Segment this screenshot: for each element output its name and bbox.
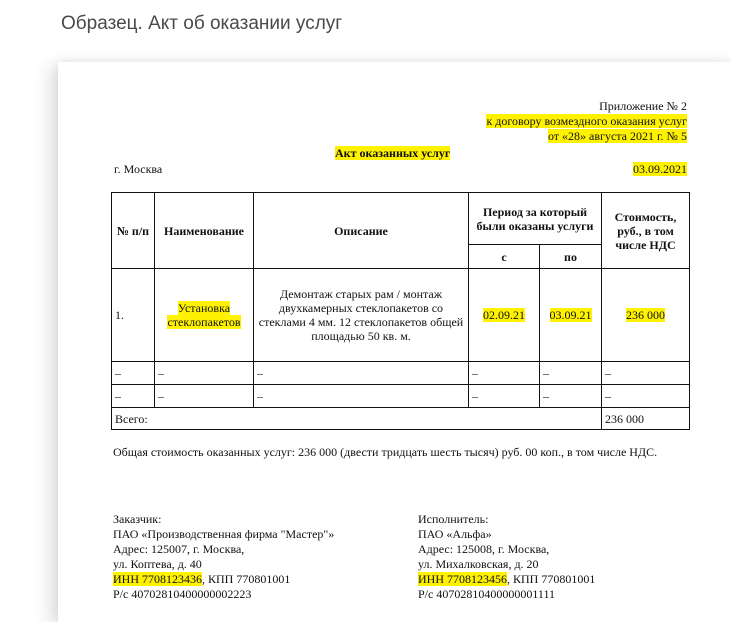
row-name: –	[155, 362, 254, 385]
customer-kpp: , КПП 770801001	[202, 572, 291, 586]
contractor-inn: ИНН 7708123456	[418, 572, 507, 586]
row-num: –	[112, 385, 155, 408]
row-from: –	[469, 385, 540, 408]
header-num: № п/п	[112, 193, 155, 269]
contractor-account: Р/с 40702810400000001111	[418, 587, 555, 601]
row-num: –	[112, 362, 155, 385]
header-from: с	[469, 245, 540, 269]
row-description: –	[254, 362, 469, 385]
row-cost: 236 000	[626, 308, 665, 322]
customer-inn: ИНН 7708123436	[113, 572, 202, 586]
header-period: Период за который были оказаны услуги	[469, 193, 602, 245]
table-row	[112, 385, 690, 408]
contractor-name: ПАО «Альфа»	[418, 527, 492, 541]
city: г. Москва	[114, 162, 163, 176]
header-to: по	[540, 245, 602, 269]
row-cost: –	[602, 385, 690, 408]
customer-name: ПАО «Производственная фирма "Мастер"»	[113, 527, 335, 541]
summary-text: Общая стоимость оказанных услуг: 236 000 (двести тридцать шесть тысяч) руб. 00 коп., в том числе НДС.	[113, 445, 658, 459]
appendix-label: Приложение № 2	[599, 99, 687, 113]
table-row	[112, 362, 690, 385]
contract-date: от «28» августа 2021 г. № 5	[547, 129, 687, 143]
row-from: –	[469, 362, 540, 385]
contractor-kpp: , КПП 770801001	[507, 572, 596, 586]
services-table	[111, 192, 690, 430]
contractor-label: Исполнитель:	[418, 512, 489, 526]
customer-label: Заказчик:	[113, 512, 162, 526]
contractor-address2: ул. Михалковская, д. 20	[418, 557, 539, 571]
total-row	[112, 408, 690, 430]
contractor-block	[418, 512, 595, 602]
total-value: 236 000	[602, 408, 690, 430]
customer-account: Р/с 40702810400000002223	[113, 587, 252, 601]
row-name: Установка стеклопакетов	[167, 301, 241, 329]
customer-address2: ул. Коптева, д. 40	[113, 557, 202, 571]
header-description: Описание	[254, 193, 469, 269]
row-description: –	[254, 385, 469, 408]
page-title: Образец. Акт об оказании услуг	[61, 13, 343, 34]
act-date: 03.09.2021	[633, 162, 687, 176]
header-name: Наименование	[155, 193, 254, 269]
row-to: –	[540, 362, 602, 385]
contract-reference: к договору возмездного оказания услуг	[486, 114, 687, 128]
contractor-address1: Адрес: 125008, г. Москва,	[418, 542, 550, 556]
row-from: 02.09.21	[483, 308, 525, 322]
row-to: 03.09.21	[549, 308, 592, 322]
customer-block	[113, 512, 334, 602]
row-to: –	[540, 385, 602, 408]
total-label: Всего:	[112, 408, 602, 430]
row-cost: –	[602, 362, 690, 385]
row-num: 1.	[112, 269, 155, 362]
header-cost: Стоимость, руб., в том числе НДС	[602, 193, 690, 269]
customer-address1: Адрес: 125007, г. Москва,	[113, 542, 245, 556]
row-name: –	[155, 385, 254, 408]
table-row	[112, 269, 690, 362]
row-description: Демонтаж старых рам / монтаж двухкамерных стеклопакетов со стеклами 4 мм. 12 стеклопакетов общей площадью 50 кв. м.	[254, 269, 469, 362]
act-title: Акт оказанных услуг	[335, 146, 451, 160]
